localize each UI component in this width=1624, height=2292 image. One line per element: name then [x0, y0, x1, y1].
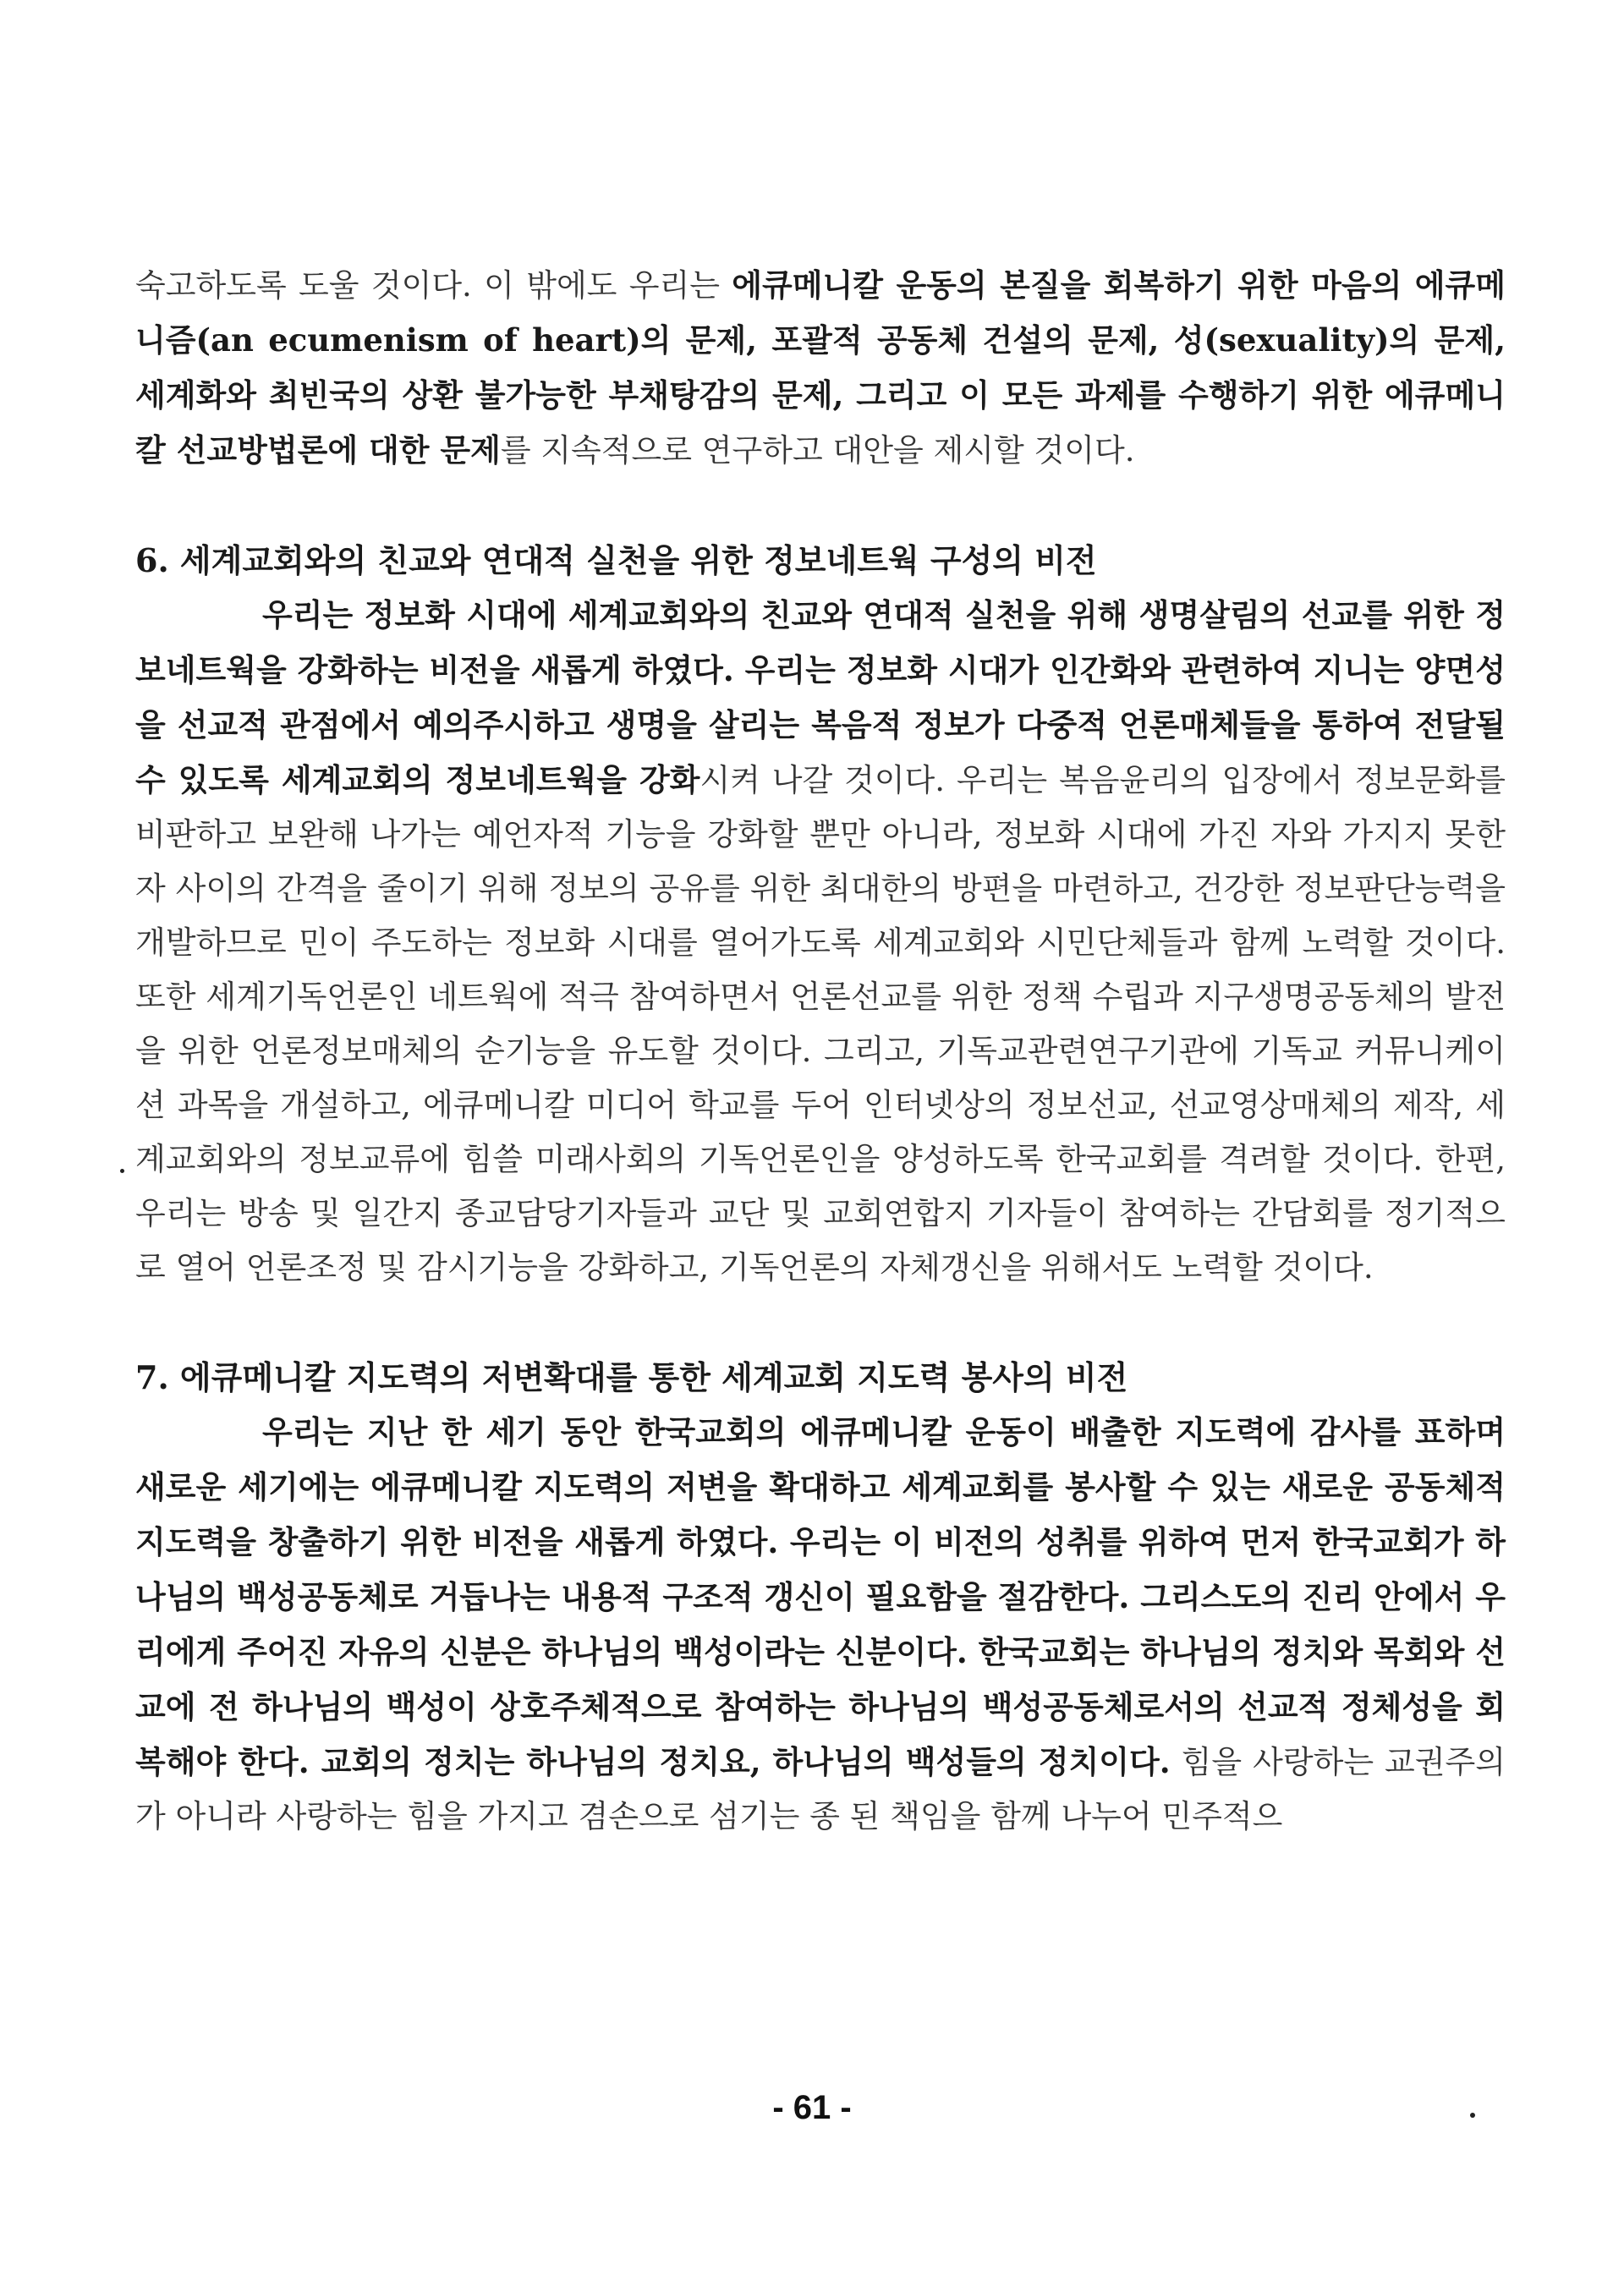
- text-segment: 시켜 나갈 것이다. 우리는 복음윤리의 입장에서 정보문화를 비판하고 보완해 나가는 예언자적 기능을 강화할 뿐만 아니라, 정보화 시대에 가진 자와 가지지 못한 자 사이의 간격을 줄이기 위해 정보의 공유를 위한 최대한의 방편을 마련하고, 건강한 정보판단능력을 개발하므로 민이 주도하는 정보화 시대를 열어가도록 세계교회와 시민단체들과 함께 노력할 것이다. 또한 세계기독언론인 네트웍에 적극 참여하면서 언론선교를 위한 정책 수립과 지구생명공동체의 발전을 위한 언론정보매체의 순기능을 유도할 것이다. 그리고, 기독교관련연구기관에 기독교 커뮤니케이션 과목을 개설하고, 에큐메니칼 미디어 학교를 두어 인터넷상의 정보선교, 선교영상매체의 제작, 세계교회와의 정보교류에 힘쓸 미래사회의 기독언론인을 양성하도록 한국교회를 격려할 것이다. 한편, 우리는 방송 및 일간지 종교담당기자들과 교단 및 교회연합지 기자들이 참여하는 간담회를 정기적으로 열어 언론조정 및 감시기능을 강화하고, 기독언론의 자체갱신을 위해서도 노력할 것이다.: [135, 762, 1506, 1286]
- section-7-paragraph: [135, 1405, 1506, 1844]
- section-6-paragraph: [135, 588, 1506, 1295]
- paragraph-continuation: [135, 258, 1506, 478]
- page-number: - 61 -: [772, 2089, 852, 2126]
- text-segment-bold: 우리는 지난 한 세기 동안 한국교회의 에큐메니칼 운동이 배출한 지도력에 감사를 표하며 새로운 세기에는 에큐메니칼 지도력의 저변을 확대하고 세계교회를 봉사할 수 있는 새로운 공동체적 지도력을 창출하기 위한 비전을 새롭게 하였다. 우리는 이 비전의 성취를 위하여 먼저 한국교회가 하나님의 백성공동체로 거듭나는 내용적 구조적 갱신이 필요함을 절감한다. 그리스도의 진리 안에서 우리에게 주어진 자유의 신분은 하나님의 백성이라는 신분이다. 한국교회는 하나님의 정치와 목회와 선교에 전 하나님의 백성이 상호주체적으로 참여하는 하나님의 백성공동체로서의 선교적 정체성을 회복해야 한다. 교회의 정치는 하나님의 정치요, 하나님의 백성들의 정치이다.: [135, 1413, 1506, 1780]
- scan-speck: [1470, 2113, 1475, 2118]
- text-segment: 힘을 사랑하는 교권주의가 아니라 사랑하는 힘을 가지고 겸손으로 섬기는 종 된 책임을 함께 나누어 민주적으: [135, 1744, 1506, 1834]
- document-body: [135, 258, 1506, 1844]
- section-6-heading: 6. 세계교회와의 친교와 연대적 실천을 위한 정보네트웍 구성의 비전: [135, 541, 1097, 579]
- text-segment-bold: 에큐메니칼 운동의 본질을 회복하기 위한 마음의 에큐메니즘(an ecumenism of heart)의 문제, 포괄적 공동체 건설의 문제, 성(sexuality)의 문제, 세계화와 최빈국의 상환 불가능한 부채탕감의 문제, 그리고 이 모든 과제를 수행하기 위한 에큐메니칼 선교방법론에 대한 문제: [135, 266, 1506, 469]
- text-segment-bold: 우리는 정보화 시대에 세계교회와의 친교와 연대적 실천을 위해 생명살림의 선교를 위한 정보네트웍을 강화하는 비전을 새롭게 하였다. 우리는 정보화 시대가 인간화와 관련하여 지니는 양면성을 선교적 관점에서 예의주시하고 생명을 살리는 복음적 정보가 다중적 언론매체들을 통하여 전달될 수 있도록 세계교회의 정보네트웍을 강화: [135, 596, 1506, 798]
- scan-speck: [120, 1169, 124, 1173]
- section-7-heading: 7. 에큐메니칼 지도력의 저변확대를 통한 세계교회 지도력 봉사의 비전: [135, 1358, 1128, 1396]
- text-segment: 를 지속적으로 연구하고 대안을 제시할 것이다.: [500, 432, 1135, 469]
- text-segment: 숙고하도록 도울 것이다. 이 밖에도 우리는: [135, 267, 732, 304]
